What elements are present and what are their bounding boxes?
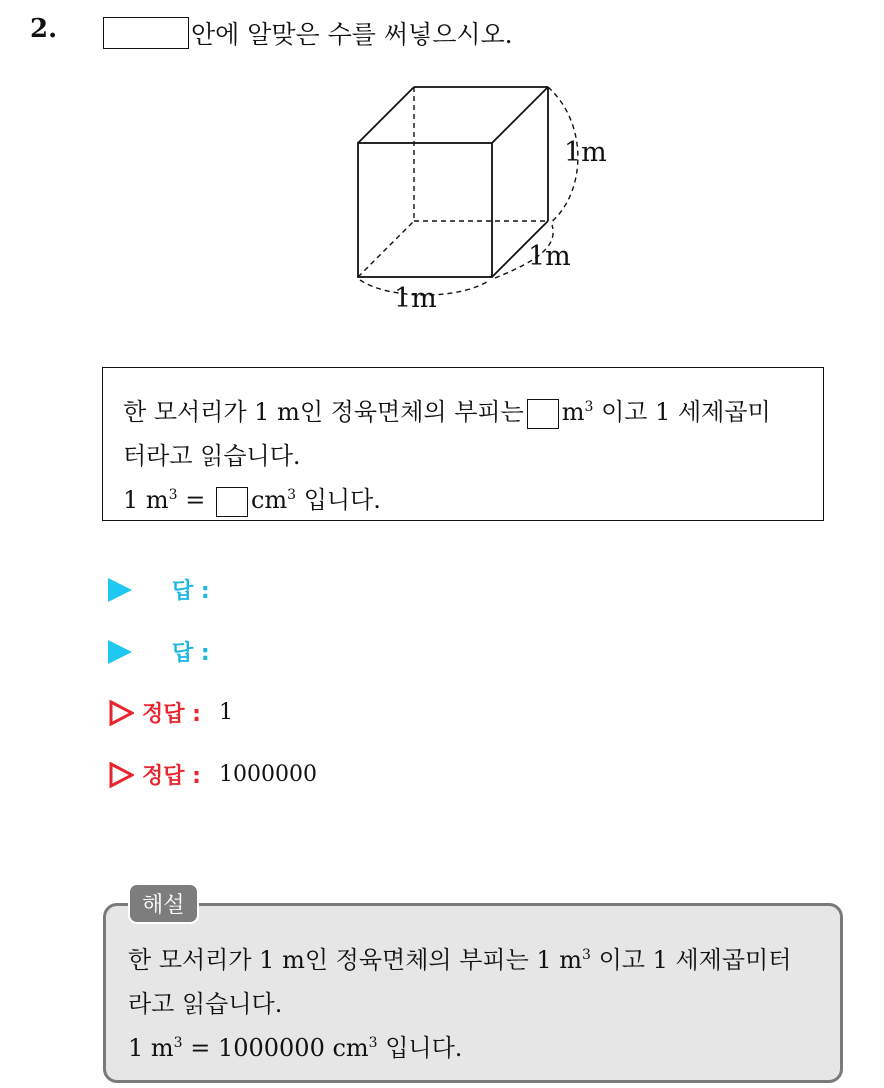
answer-label: 답 : xyxy=(172,641,210,666)
question-number: 2. xyxy=(30,14,58,44)
play-icon xyxy=(108,578,132,602)
problem-line-3: 1 $m^3 = cm^3$ 입니다. xyxy=(123,478,803,522)
outline-play-icon xyxy=(108,762,134,788)
solution-box xyxy=(103,903,843,1083)
problem-line-2: 터라고 읽습니다. xyxy=(123,442,301,470)
question-instruction xyxy=(103,14,513,52)
answer-row-2 xyxy=(108,636,210,667)
cube-edge-top-left xyxy=(358,87,414,143)
cube-edge-top-right xyxy=(492,87,548,143)
blank-conversion xyxy=(216,487,248,517)
problem-line-1: 한 모서리가 1 m인 정육면체의 부피는 $m^3$ 이고 1 세제곱미 xyxy=(123,390,803,434)
cube-figure xyxy=(340,75,640,325)
problem-box xyxy=(102,367,824,521)
correct-value: 1000000 xyxy=(218,762,317,787)
answer-row-1 xyxy=(108,574,210,605)
solution-tag: 해설 xyxy=(128,883,199,924)
solution-line-2: 라고 읽습니다. xyxy=(128,990,283,1018)
instruction-text: 안에 알맞은 수를 써넣으시오. xyxy=(191,20,513,49)
outline-play-icon xyxy=(108,700,134,726)
height-label: 1m xyxy=(564,137,607,168)
cube-hidden-edge-depth xyxy=(358,221,414,277)
correct-label: 정답 : xyxy=(142,702,201,727)
blank-volume xyxy=(527,399,559,429)
depth-label: 1m xyxy=(528,241,571,272)
width-label: 1m xyxy=(394,283,437,314)
answer-label: 답 : xyxy=(172,579,210,604)
correct-row-2 xyxy=(108,759,317,790)
correct-label: 정답 : xyxy=(142,764,201,789)
correct-value: 1 xyxy=(218,700,233,725)
solution-line-1: 한 모서리가 1 m인 정육면체의 부피는 1 $m^3$ 이고 1 세제곱미터 xyxy=(128,946,792,974)
correct-row-1 xyxy=(108,697,233,728)
play-icon xyxy=(108,640,132,664)
answer-blank-box xyxy=(103,17,189,49)
solution-line-3: 1 $m^3 = 1000000$ $cm^3$ 입니다. xyxy=(128,1034,463,1062)
